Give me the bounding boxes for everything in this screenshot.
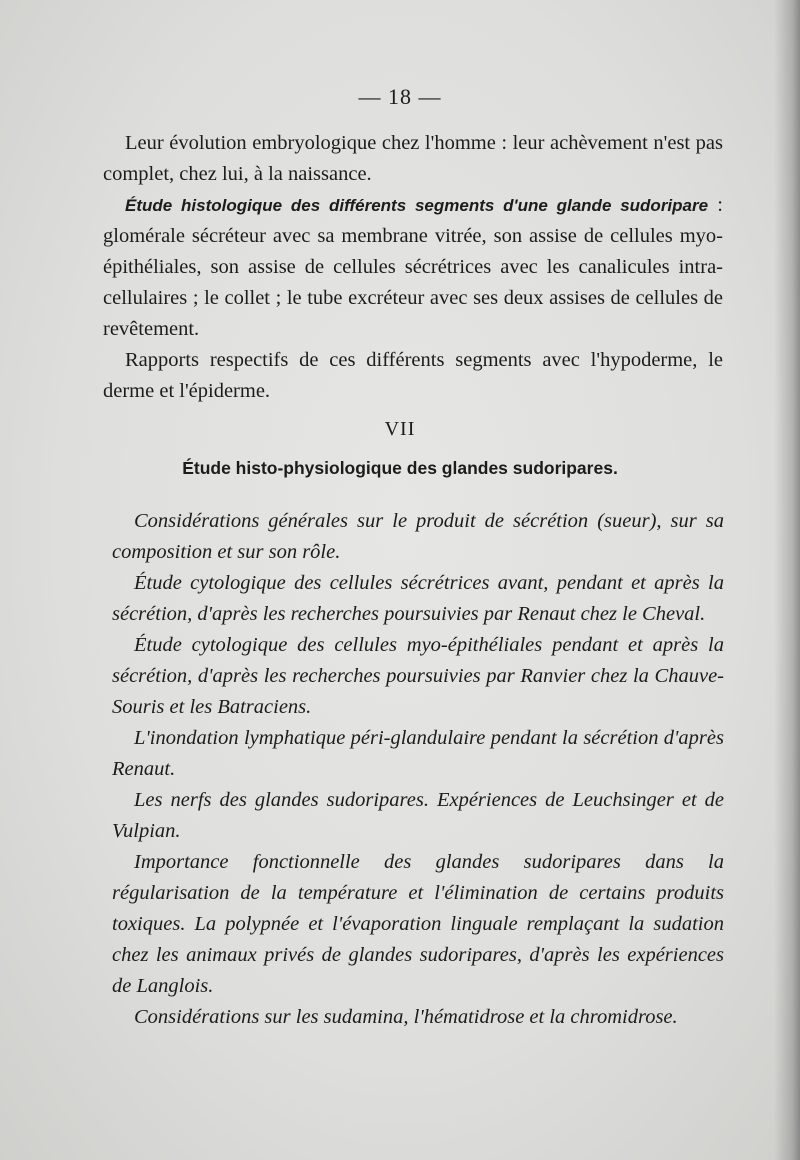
section-items	[112, 506, 724, 1033]
intro-paragraph-3: Rapports respectifs de ces différents segments avec l'hypoderme, le derme et l'épiderme.	[103, 349, 723, 402]
histology-text: : glomérale sécréteur avec sa membrane vitrée, son assise de cellules myo-épithéliales, son assise de cellules sécrétrices avec les canalicules intra-cellulaires ; le collet ; le tube excréteur avec ses deux assises de cellules de revêtement.	[103, 194, 723, 340]
section-item-6: Importance fonctionnelle des glandes sudoripares dans la régularisation de la température et l'élimination de certains produits toxiques. La polypnée et l'évaporation linguale remplaçant la sudation chez les animaux privés de glandes sudoripares, d'après les expériences de Langlois.	[112, 851, 724, 997]
section-numeral: VII	[384, 418, 416, 440]
intro-paragraph-2	[103, 190, 723, 345]
page-edge-shadow	[774, 0, 800, 1160]
section-item-2: Étude cytologique des cellules sécrétrices avant, pendant et après la sécrétion, d'après les recherches poursuivies par Renaut chez le Cheval.	[112, 572, 724, 625]
section-heading: Étude histo-physiologique des glandes sudoripares.	[182, 458, 618, 478]
intro-paragraph-1: Leur évolution embryologique chez l'homme : leur achèvement n'est pas complet, chez lui, à la naissance.	[103, 132, 723, 185]
histology-heading: Étude histologique des différents segments d'une glande sudoripare	[125, 196, 709, 215]
section-item-7: Considérations sur les sudamina, l'hématidrose et la chromidrose.	[134, 1006, 678, 1028]
section-item-1: Considérations générales sur le produit de sécrétion (sueur), sur sa composition et sur son rôle.	[112, 510, 724, 563]
section-item-3: Étude cytologique des cellules myo-épithéliales pendant et après la sécrétion, d'après les recherches poursuivies par Ranvier chez la Chauve-Souris et les Batraciens.	[112, 634, 724, 718]
page-number: — 18 —	[358, 84, 442, 109]
section-item-5: Les nerfs des glandes sudoripares. Expériences de Leuchsinger et de Vulpian.	[112, 789, 724, 842]
section-item-4: L'inondation lymphatique péri-glandulaire pendant la sécrétion d'après Renaut.	[112, 727, 724, 780]
intro-block	[103, 128, 723, 407]
